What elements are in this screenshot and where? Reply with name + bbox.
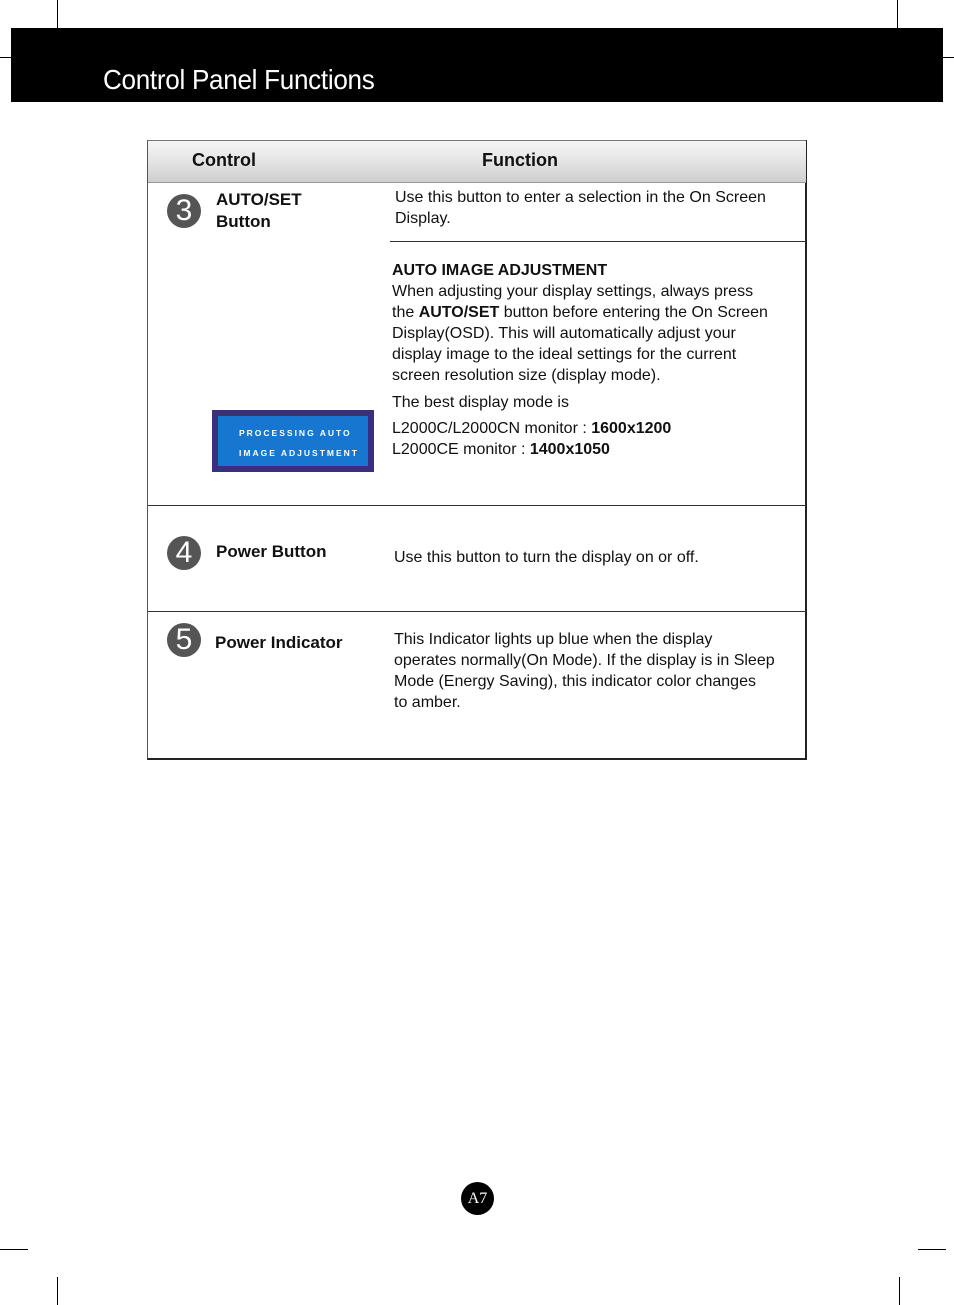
number-3-icon: 3 — [167, 194, 201, 228]
column-header-control: Control — [192, 150, 256, 170]
function-power-indicator — [394, 629, 806, 713]
control-label-power-indicator: Power Indicator — [215, 633, 343, 652]
page-title: Control Panel Functions — [103, 64, 375, 95]
row-divider — [148, 611, 806, 612]
crop-mark — [57, 1277, 58, 1305]
column-header-function: Function — [482, 150, 558, 170]
osd-line-2: IMAGE ADJUSTMENT — [239, 448, 359, 458]
auto-adjust-line: the AUTO/SET button before entering the On Screen — [392, 304, 768, 321]
control-function-table — [147, 140, 807, 760]
control-label-autoset: AUTO/SET Button — [216, 190, 302, 231]
osd-processing-image — [212, 410, 374, 472]
auto-adjust-line: display image to the ideal settings for the current — [392, 346, 737, 363]
auto-adjust-line: Display(OSD). This will automatically adjust your — [392, 325, 736, 342]
divider — [390, 241, 806, 242]
page-number-badge: A7 — [461, 1182, 494, 1215]
best-mode-label: The best display mode is — [392, 394, 569, 411]
page-header — [11, 28, 943, 102]
number-5-icon: 5 — [167, 623, 201, 657]
osd-line-1: PROCESSING AUTO — [239, 428, 352, 438]
function-line: Mode (Energy Saving), this indicator color changes — [394, 673, 756, 690]
crop-mark — [918, 1249, 946, 1250]
auto-adjust-line: screen resolution size (display mode). — [392, 367, 661, 384]
table-header — [148, 141, 806, 183]
function-power-button: Use this button to turn the display on or off. — [394, 549, 699, 566]
auto-adjust-title: AUTO IMAGE ADJUSTMENT — [392, 262, 608, 279]
function-autoset-intro: Use this button to enter a selection in the On Screen Display. — [395, 189, 766, 227]
control-label-power-button: Power Button — [216, 542, 327, 561]
auto-adjust-line: When adjusting your display settings, always press — [392, 283, 754, 300]
auto-adjust-block — [392, 260, 806, 460]
crop-mark — [57, 0, 58, 28]
row-divider — [148, 505, 806, 506]
number-4-icon: 4 — [167, 536, 201, 570]
best-mode-model-1: L2000C/L2000CN monitor : 1600x1200 — [392, 420, 672, 437]
function-line: operates normally(On Mode). If the display is in Sleep — [394, 652, 775, 669]
crop-mark — [897, 0, 898, 28]
osd-screen — [218, 416, 368, 466]
function-line: This Indicator lights up blue when the display — [394, 631, 713, 648]
best-mode-model-2: L2000CE monitor : 1400x1050 — [392, 441, 610, 458]
crop-mark — [0, 1249, 28, 1250]
crop-mark — [899, 1277, 900, 1305]
function-line: to amber. — [394, 694, 461, 711]
